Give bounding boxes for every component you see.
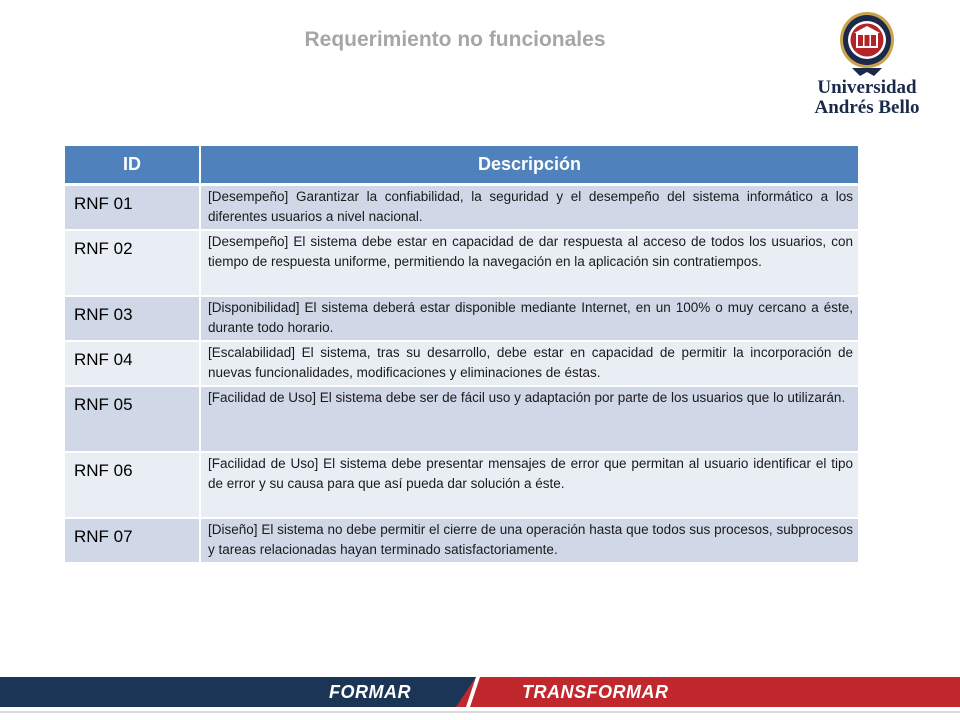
requirement-id: RNF 03 [74, 305, 133, 324]
requirement-description-cell [200, 230, 858, 296]
column-header-description: Descripción [200, 146, 858, 185]
logo-line-1: Universidad [817, 77, 917, 98]
table-row [65, 230, 858, 296]
requirement-id: RNF 01 [74, 194, 133, 213]
footer-formar-label: FORMAR [329, 682, 411, 702]
requirement-description: [Disponibilidad] El sistema deberá estar disponible mediante Internet, en un 100% o muy cercano a éste, durante todo horario. [208, 300, 853, 335]
requirement-description: [Desempeño] El sistema debe estar en capacidad de dar respuesta al acceso de todos los usuarios, con tiempo de respuesta uniforme, permitiendo la navegación en la aplicación sin contratiempos. [208, 234, 853, 269]
university-logo [808, 10, 926, 120]
requirement-id-cell [65, 296, 200, 341]
table-row [65, 341, 858, 386]
table-row [65, 452, 858, 518]
university-emblem-icon [838, 10, 896, 78]
table-row [65, 296, 858, 341]
requirement-id-cell [65, 341, 200, 386]
footer-bar [0, 677, 960, 707]
logo-line-2: Andrés Bello [814, 97, 920, 118]
table-row [65, 185, 858, 231]
requirement-description-cell [200, 452, 858, 518]
requirements-table [65, 146, 858, 564]
column-header-id: ID [65, 146, 200, 185]
requirement-description-cell [200, 518, 858, 563]
requirement-id-cell [65, 452, 200, 518]
requirement-id: RNF 07 [74, 527, 133, 546]
requirement-description-cell [200, 185, 858, 231]
table-row [65, 518, 858, 563]
requirement-description: [Facilidad de Uso] El sistema debe presentar mensajes de error que permitan al usuario identificar el tipo de error y su causa para que así pueda dar solución a éste. [208, 456, 853, 491]
requirement-description-cell [200, 386, 858, 452]
requirement-description: [Diseño] El sistema no debe permitir el cierre de una operación hasta que todos sus procesos, subprocesos y tareas relacionadas hayan terminado satisfactoriamente. [208, 522, 853, 557]
requirement-id: RNF 06 [74, 461, 133, 480]
requirement-description: [Escalabilidad] El sistema, tras su desarrollo, debe estar en capacidad de permitir la incorporación de nuevas funcionalidades, modificaciones y eliminaciones de éstas. [208, 345, 853, 380]
requirement-id-cell [65, 386, 200, 452]
logo-text [808, 78, 926, 118]
requirement-description: [Facilidad de Uso] El sistema debe ser de fácil uso y adaptación por parte de los usuarios que lo utilizarán. [208, 390, 846, 405]
requirement-description-cell [200, 341, 858, 386]
slide-title: Requerimiento no funcionales [304, 28, 606, 51]
requirement-id: RNF 02 [74, 239, 133, 258]
table-row [65, 386, 858, 452]
requirement-description-cell [200, 296, 858, 341]
table-header-row [65, 146, 858, 185]
footer-divider-line [0, 711, 960, 713]
requirement-id-cell [65, 230, 200, 296]
footer-transformar-label: TRANSFORMAR [522, 682, 669, 702]
requirement-description: [Desempeño] Garantizar la confiabilidad, la seguridad y el desempeño del sistema informático a los diferentes usuarios a nivel nacional. [208, 189, 853, 224]
requirement-id: RNF 04 [74, 350, 133, 369]
requirement-id: RNF 05 [74, 395, 133, 414]
requirement-id-cell [65, 185, 200, 231]
requirement-id-cell [65, 518, 200, 563]
